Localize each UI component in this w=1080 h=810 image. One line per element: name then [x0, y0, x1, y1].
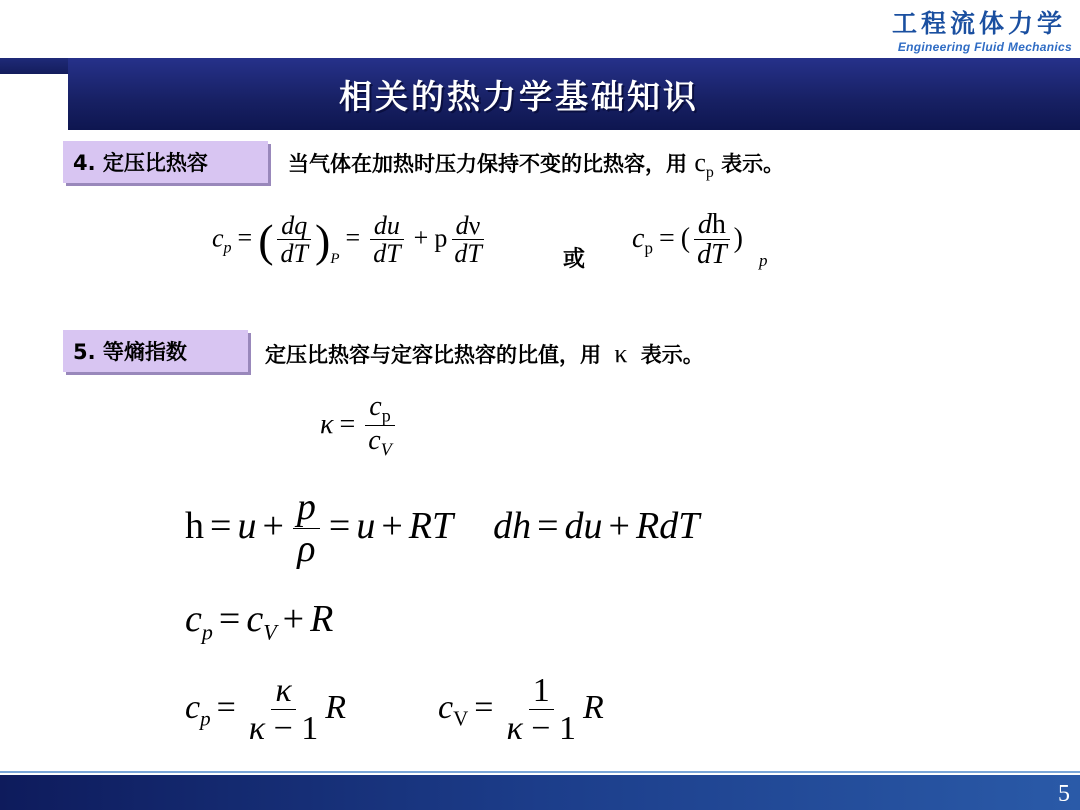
page-number: 5 [1058, 781, 1070, 807]
section-4-desc-suffix: 表示。 [721, 152, 785, 176]
formula-cp-enthalpy: $c_p$ = ( $\frac{dh}{dT}$ )$_p$ [632, 209, 768, 271]
formula-cv-kappa: $c_V$ = $\frac{1}{\kappa - 1}$ R [438, 672, 604, 747]
section-5-label: 5. 等熵指数 [63, 330, 248, 372]
section-5-symbol: κ [614, 339, 628, 368]
footer-bar [0, 775, 1080, 810]
formula-enthalpy: h = u + $\frac{p}{\rho}$ = u + RT dh = du + RdT [185, 486, 700, 570]
formula-mayer: $c_p = c_V + R$ [185, 598, 334, 645]
formula-cp-definition: $c_p$ = ( $\frac{dq}{dT}$ )$_P=$ $\frac{du}{dT}$ + p $\frac{d\nu}{dT}$ [212, 212, 489, 269]
section-4-label: 4. 定压比热容 [63, 141, 268, 183]
section-5-desc-suffix: 表示。 [640, 343, 704, 367]
or-connector: 或 [563, 247, 586, 272]
section-4-symbol [694, 148, 714, 182]
logo-english: Engineering Fluid Mechanics [897, 40, 1072, 54]
cp-sub: p [705, 164, 714, 182]
title-box [68, 58, 1080, 130]
section-4-description [288, 148, 784, 182]
section-4-desc-prefix: 当气体在加热时压力保持不变的比热容，用 [288, 152, 687, 176]
formula-kappa: κ = $\frac{c_p}{c_V}$ [320, 392, 399, 461]
cp-c: c [694, 148, 706, 177]
slide-title: 相关的热力学基础知识 [339, 76, 699, 116]
section-5-desc-prefix: 定压比热容与定容比热容的比值，用 [265, 343, 601, 367]
footer-divider [0, 771, 1080, 773]
formula-cp-kappa: $c_p$ = $\frac{\kappa}{\kappa - 1}$ R [185, 672, 347, 747]
section-5-description [265, 339, 704, 369]
logo-chinese: 工程流体力学 [891, 9, 1066, 38]
